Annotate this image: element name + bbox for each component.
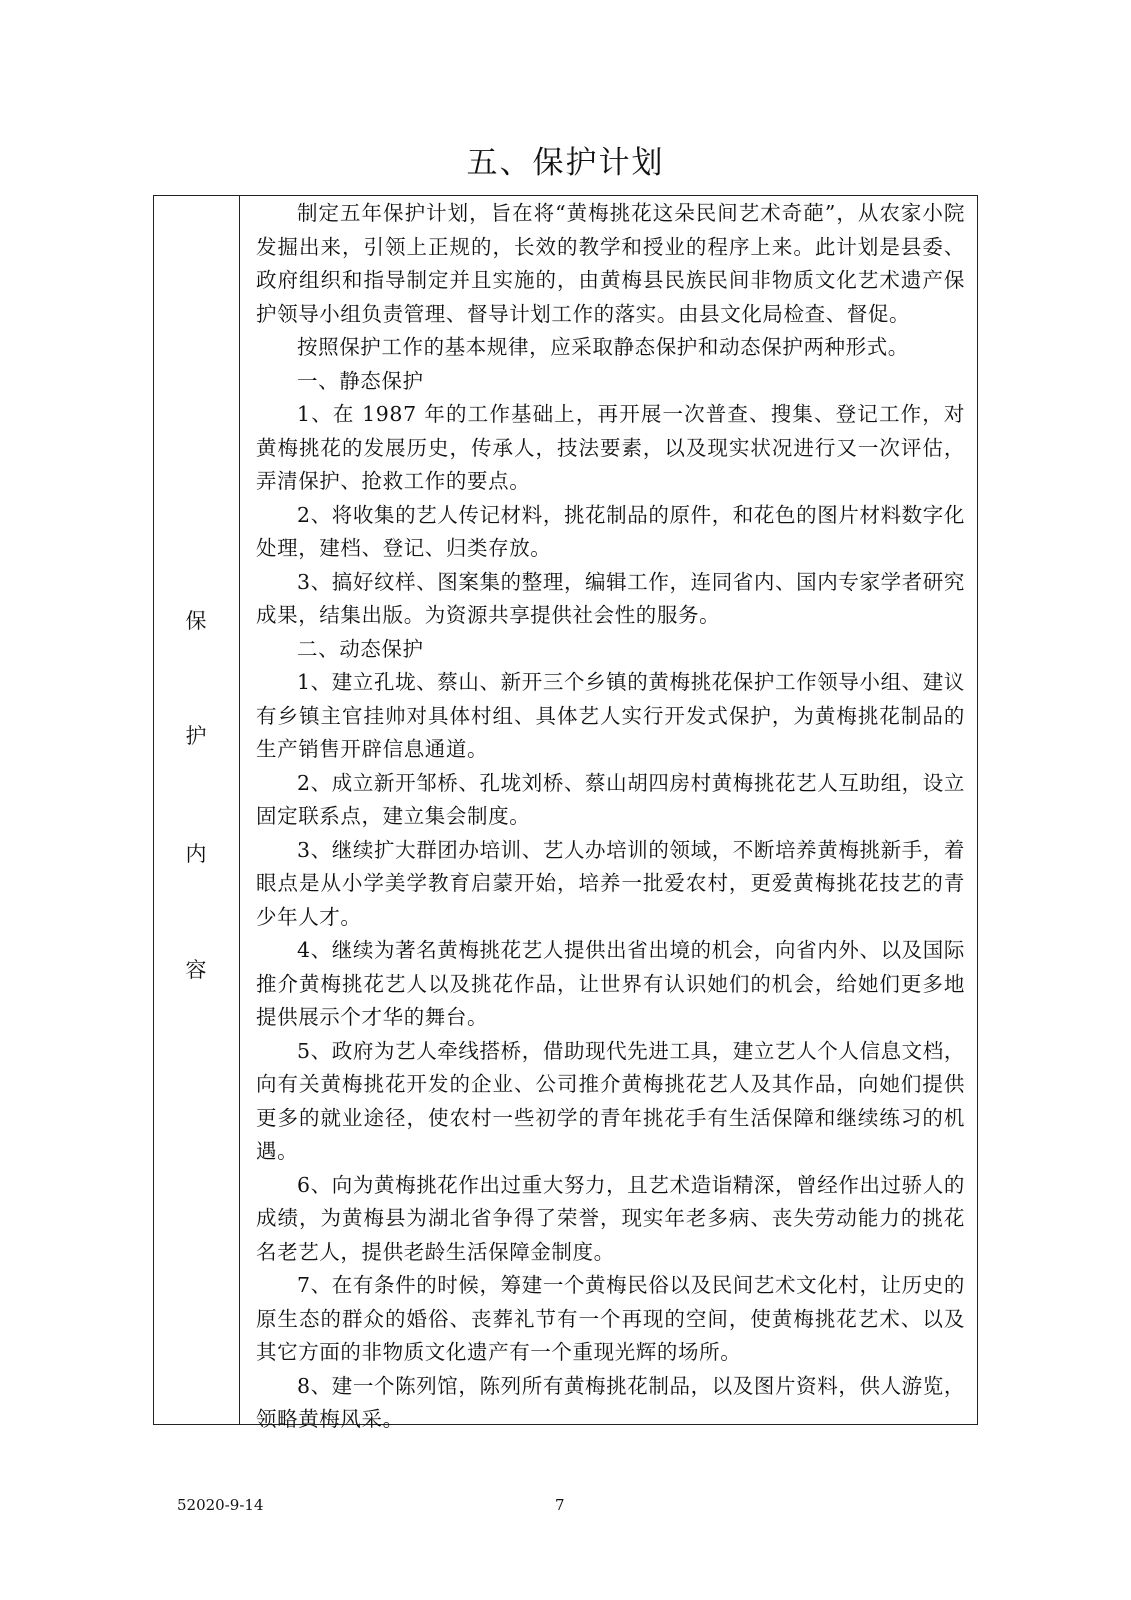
heading-dynamic-protection: 二、动态保护 — [297, 636, 424, 661]
static-item-2: 2、将收集的艺人传记材料，挑花制品的原件，和花色的图片材料数字化处理，建档、登记、归类存放。 — [256, 502, 965, 560]
row-label-cell — [154, 196, 240, 1424]
dynamic-item-1: 1、建立孔垅、蔡山、新开三个乡镇的黄梅挑花保护工作领导小组、建议有乡镇主官挂帅对具体村组、具体艺人实行开发式保护，为黄梅挑花制品的生产销售开辟信息通道。 — [256, 670, 965, 761]
footer-date: 52020-9-14 — [177, 1496, 264, 1514]
dynamic-item-4: 4、继续为著名黄梅挑花艺人提供出省出境的机会，向省内外、以及国际推介黄梅挑花艺人以及挑花作品，让世界有认识她们的机会，给她们更多地提供展示个才华的舞台。 — [256, 938, 965, 1029]
static-item-1: 1、在 1987 年的工作基础上，再开展一次普查、搜集、登记工作，对黄梅挑花的发展历史，传承人，技法要素，以及现实状况进行又一次评估，弄清保护、抢救工作的要点。 — [256, 402, 965, 493]
protection-plan-table — [153, 195, 978, 1431]
dynamic-item-7: 7、在有条件的时候，筹建一个黄梅民俗以及民间艺术文化村，让历史的原生态的群众的婚俗、丧葬礼节有一个再现的空间，使黄梅挑花艺术、以及其它方面的非物质文化遗产有一个重现光辉的场所。 — [256, 1273, 965, 1364]
content-cell — [240, 196, 977, 1431]
dynamic-item-5: 5、政府为艺人牵线搭桥，借助现代先进工具，建立艺人个人信息文档，向有关黄梅挑花开发的企业、公司推介黄梅挑花艺人及其作品，向她们提供更多的就业途径，使农村一些初学的青年挑花手有生活保障和继续练习的机遇。 — [256, 1038, 965, 1163]
paragraph-intro: 制定五年保护计划，旨在将“黄梅挑花这朵民间艺术奇葩”，从农家小院发掘出来，引领上正规的，长效的教学和授业的程序上来。此计划是县委、政府组织和指导制定并且实施的，由黄梅县民族民间非物质文化艺术遗产保护领导小组负责管理、督导计划工作的落实。由县文化局检查、督促。 — [256, 201, 965, 326]
heading-static-protection: 一、静态保护 — [297, 368, 424, 393]
page-number: 7 — [555, 1496, 565, 1514]
static-item-3: 3、搞好纹样、图案集的整理，编辑工作，连同省内、国内专家学者研究成果，结集出版。为资源共享提供社会性的服务。 — [256, 569, 965, 627]
paragraph-principle: 按照保护工作的基本规律，应采取静态保护和动态保护两种形式。 — [297, 335, 909, 359]
row-label-char: 内 — [185, 842, 207, 866]
dynamic-item-8: 8、建一个陈列馆，陈列所有黄梅挑花制品，以及图片资料，供人游览，领略黄梅风采。 — [256, 1373, 965, 1431]
row-label-char: 保 — [185, 609, 207, 633]
dynamic-item-2: 2、成立新开邹桥、孔垅刘桥、蔡山胡四房村黄梅挑花艺人互助组，设立固定联系点，建立集会制度。 — [256, 770, 965, 828]
dynamic-item-3: 3、继续扩大群团办培训、艺人办培训的领域，不断培养黄梅挑新手，着眼点是从小学美学教育启蒙开始，培养一批爱农村，更爱黄梅挑花技艺的青少年人才。 — [256, 837, 965, 929]
row-label-char: 护 — [185, 724, 207, 748]
row-label-char: 容 — [185, 958, 207, 982]
page-title: 五、保护计划 — [466, 145, 665, 181]
dynamic-item-6: 6、向为黄梅挑花作出过重大努力，且艺术造诣精深，曾经作出过骄人的成绩，为黄梅县为湖北省争得了荣誉，现实年老多病、丧失劳动能力的挑花名老艺人，提供老龄生活保障金制度。 — [256, 1172, 965, 1264]
